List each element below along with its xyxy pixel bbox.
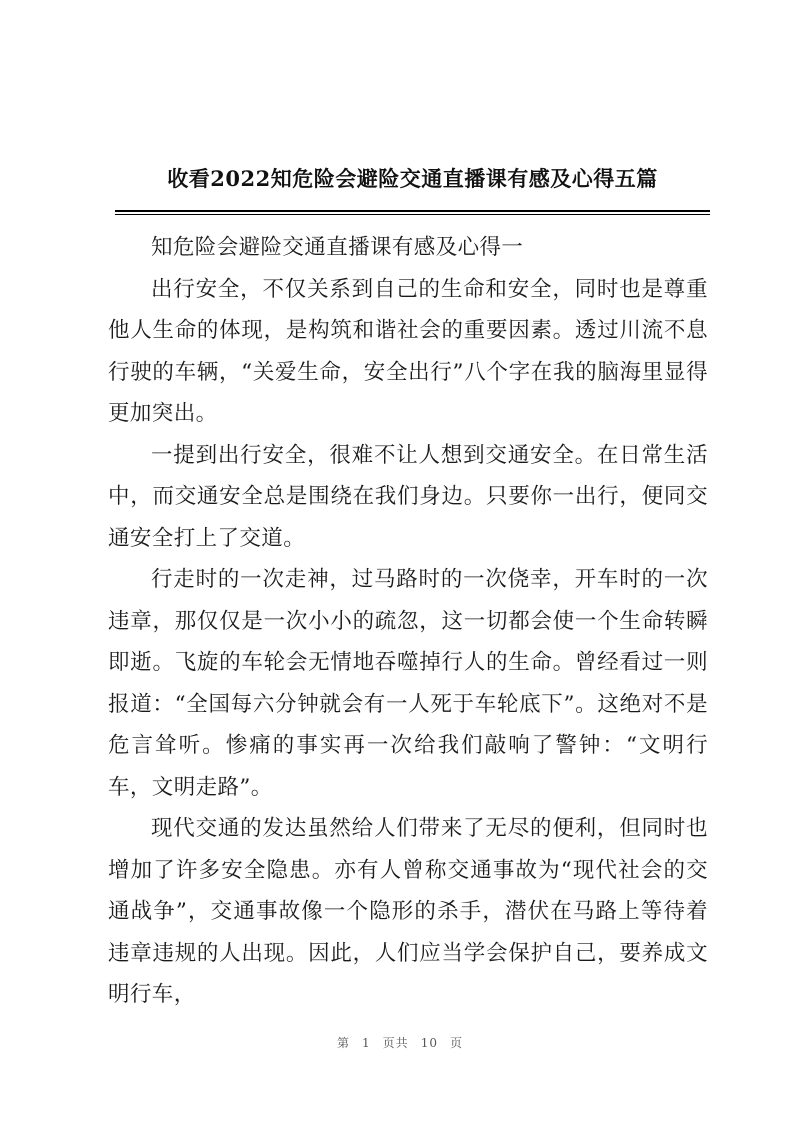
document-body <box>108 227 708 1016</box>
paragraph: 现代交通的发达虽然给人们带来了无尽的便利，但同时也增加了许多安全隐患。亦有人曾称交通事故为“现代社会的交通战争”，交通事故像一个隐形的杀手，潜伏在马路上等待着违章违规的人出现。因此，人们应当学会保护自己，要养成文明行车， <box>108 816 708 1007</box>
footer-page-number: 1 <box>362 1036 371 1050</box>
document-title: 收看2022知危险会避险交通直播课有感及心得五篇 <box>167 166 658 191</box>
footer-middle: 页共 <box>382 1036 409 1050</box>
paragraph: 出行安全，不仅关系到自己的生命和安全，同时也是尊重他人生命的体现，是构筑和谐社会的重要因素。透过川流不息行驶的车辆，“关爱生命，安全出行”八个字在我的脑海里显得更加突出。 <box>108 276 708 426</box>
page-footer <box>0 1034 800 1051</box>
footer-total-pages: 10 <box>420 1036 438 1050</box>
title-underline-thin <box>115 214 710 215</box>
title-underline-thick <box>115 210 710 212</box>
paragraph: 一提到出行安全，很难不让人想到交通安全。在日常生活中，而交通安全总是围绕在我们身边。只要你一出行，便同交通安全打上了交道。 <box>108 442 708 551</box>
section-heading: 知危险会避险交通直播课有感及心得一 <box>151 235 524 260</box>
footer-prefix: 第 <box>337 1036 351 1050</box>
paragraph: 行走时的一次走神，过马路时的一次侥幸，开车时的一次违章，那仅仅是一次小小的疏忽，这一切都会使一个生命转瞬即逝。飞旋的车轮会无情地吞噬掉行人的生命。曾经看过一则报道：“全国每六分钟就会有一人死于车轮底下”。这绝对不是危言耸听。惨痛的事实再一次给我们敲响了警钟：“文明行车，文明走路”。 <box>108 567 708 800</box>
footer-suffix: 页 <box>449 1036 463 1050</box>
